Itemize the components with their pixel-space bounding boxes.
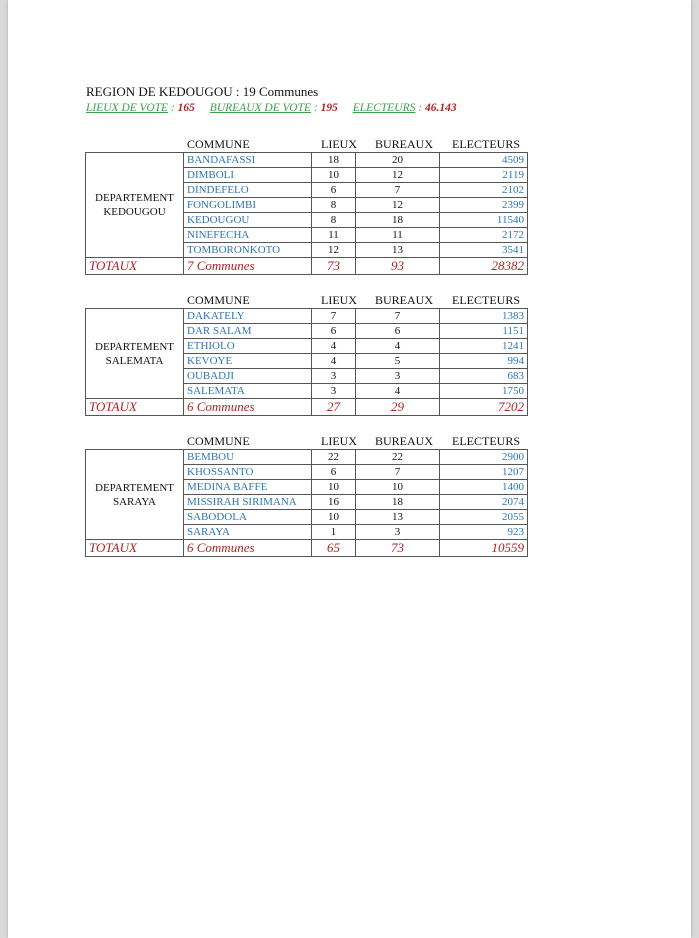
commune-name: TOMBORONKOTO [184,243,312,258]
bureaux-cell: 3 [356,369,440,384]
header-commune: COMMUNE [187,434,250,448]
header-lieux: LIEUX [321,137,357,151]
totals-row [86,258,528,275]
lieux-cell: 6 [312,324,356,339]
bureaux-cell: 7 [356,309,440,324]
bureaux-cell: 5 [356,354,440,369]
bureaux-cell: 12 [356,168,440,183]
electeurs-value: 46.143 [424,102,457,114]
lieux-label: LIEUX DE VOTE [86,102,169,114]
totals-bureaux: 93 [356,258,440,275]
header-electeurs: ELECTEURS [452,434,520,448]
bureaux-cell: 22 [356,450,440,465]
department-name: DEPARTEMENT KEDOUGOU [86,153,184,258]
lieux-cell: 10 [312,168,356,183]
totals-electeurs: 10559 [440,540,528,557]
electeurs-cell: 11540 [440,213,528,228]
lieux-cell: 4 [312,339,356,354]
electeurs-cell: 1383 [440,309,528,324]
header-electeurs: ELECTEURS [452,293,520,307]
region-title: REGION DE KEDOUGOU : 19 Communes [86,84,319,99]
electeurs-label: ELECTEURS [352,102,416,114]
table-row [86,450,528,465]
region-summary: LIEUX DE VOTE : 165 BUREAUX DE VOTE : 195 ELECTEURS : 46.143 [86,102,457,114]
commune-name: KHOSSANTO [184,465,312,480]
lieux-cell: 4 [312,354,356,369]
electeurs-cell: 2074 [440,495,528,510]
commune-name: DINDEFELO [184,183,312,198]
lieux-cell: 8 [312,213,356,228]
header-bureaux: BUREAUX [375,434,434,448]
header-commune: COMMUNE [187,137,250,151]
bureaux-cell: 13 [356,510,440,525]
electeurs-cell: 1151 [440,324,528,339]
totals-communes: 6 Communes [184,399,312,416]
electeurs-cell: 994 [440,354,528,369]
electeurs-cell: 2102 [440,183,528,198]
electeurs-cell: 1400 [440,480,528,495]
header-bureaux: BUREAUX [375,137,434,151]
electeurs-cell: 923 [440,525,528,540]
document-page [8,0,691,938]
commune-name: NINEFECHA [184,228,312,243]
bureaux-value: 195 [320,102,338,114]
totals-communes: 6 Communes [184,540,312,557]
commune-name: SARAYA [184,525,312,540]
header-bureaux: BUREAUX [375,293,434,307]
lieux-cell: 3 [312,384,356,399]
totals-row [86,540,528,557]
commune-name: DAR SALAM [184,324,312,339]
electeurs-cell: 1750 [440,384,528,399]
header-lieux: LIEUX [321,293,357,307]
commune-name: BEMBOU [184,450,312,465]
header-electeurs: ELECTEURS [452,137,520,151]
commune-name: MISSIRAH SIRIMANA [184,495,312,510]
lieux-cell: 1 [312,525,356,540]
commune-name: DAKATELY [184,309,312,324]
bureaux-cell: 7 [356,183,440,198]
bureaux-cell: 10 [356,480,440,495]
lieux-cell: 7 [312,309,356,324]
commune-name: DIMBOLI [184,168,312,183]
totals-lieux: 65 [312,540,356,557]
department-name: DEPARTEMENT SALEMATA [86,309,184,399]
bureaux-cell: 18 [356,213,440,228]
lieux-cell: 10 [312,480,356,495]
totals-lieux: 73 [312,258,356,275]
commune-name: SABODOLA [184,510,312,525]
commune-name: ETHIOLO [184,339,312,354]
header-commune: COMMUNE [187,293,250,307]
department-table [85,308,528,416]
lieux-cell: 18 [312,153,356,168]
table-row [86,309,528,324]
lieux-cell: 11 [312,228,356,243]
header-lieux: LIEUX [321,434,357,448]
department-name: DEPARTEMENT SARAYA [86,450,184,540]
commune-name: SALEMATA [184,384,312,399]
commune-name: FONGOLIMBI [184,198,312,213]
totals-electeurs: 28382 [440,258,528,275]
electeurs-cell: 1241 [440,339,528,354]
bureaux-cell: 4 [356,384,440,399]
electeurs-cell: 2119 [440,168,528,183]
lieux-cell: 6 [312,183,356,198]
totals-bureaux: 29 [356,399,440,416]
electeurs-cell: 4509 [440,153,528,168]
bureaux-cell: 13 [356,243,440,258]
lieux-cell: 3 [312,369,356,384]
lieux-cell: 6 [312,465,356,480]
department-table [85,449,528,557]
bureaux-cell: 20 [356,153,440,168]
lieux-cell: 10 [312,510,356,525]
totals-row [86,399,528,416]
totals-communes: 7 Communes [184,258,312,275]
bureaux-cell: 3 [356,525,440,540]
table-row [86,153,528,168]
electeurs-cell: 2055 [440,510,528,525]
bureaux-label: BUREAUX DE VOTE [209,102,312,114]
totals-bureaux: 73 [356,540,440,557]
bureaux-cell: 18 [356,495,440,510]
totals-label: TOTAUX [86,399,184,416]
commune-name: OUBADJI [184,369,312,384]
department-table [85,152,528,275]
lieux-value: 165 [177,102,195,114]
bureaux-cell: 6 [356,324,440,339]
commune-name: BANDAFASSI [184,153,312,168]
bureaux-cell: 11 [356,228,440,243]
totals-label: TOTAUX [86,258,184,275]
totals-electeurs: 7202 [440,399,528,416]
bureaux-cell: 7 [356,465,440,480]
totals-lieux: 27 [312,399,356,416]
electeurs-cell: 2399 [440,198,528,213]
electeurs-cell: 3541 [440,243,528,258]
electeurs-cell: 1207 [440,465,528,480]
lieux-cell: 22 [312,450,356,465]
commune-name: KEVOYE [184,354,312,369]
electeurs-cell: 2900 [440,450,528,465]
lieux-cell: 8 [312,198,356,213]
lieux-cell: 12 [312,243,356,258]
totals-label: TOTAUX [86,540,184,557]
bureaux-cell: 4 [356,339,440,354]
commune-name: KEDOUGOU [184,213,312,228]
bureaux-cell: 12 [356,198,440,213]
electeurs-cell: 2172 [440,228,528,243]
electeurs-cell: 683 [440,369,528,384]
commune-name: MEDINA BAFFE [184,480,312,495]
lieux-cell: 16 [312,495,356,510]
